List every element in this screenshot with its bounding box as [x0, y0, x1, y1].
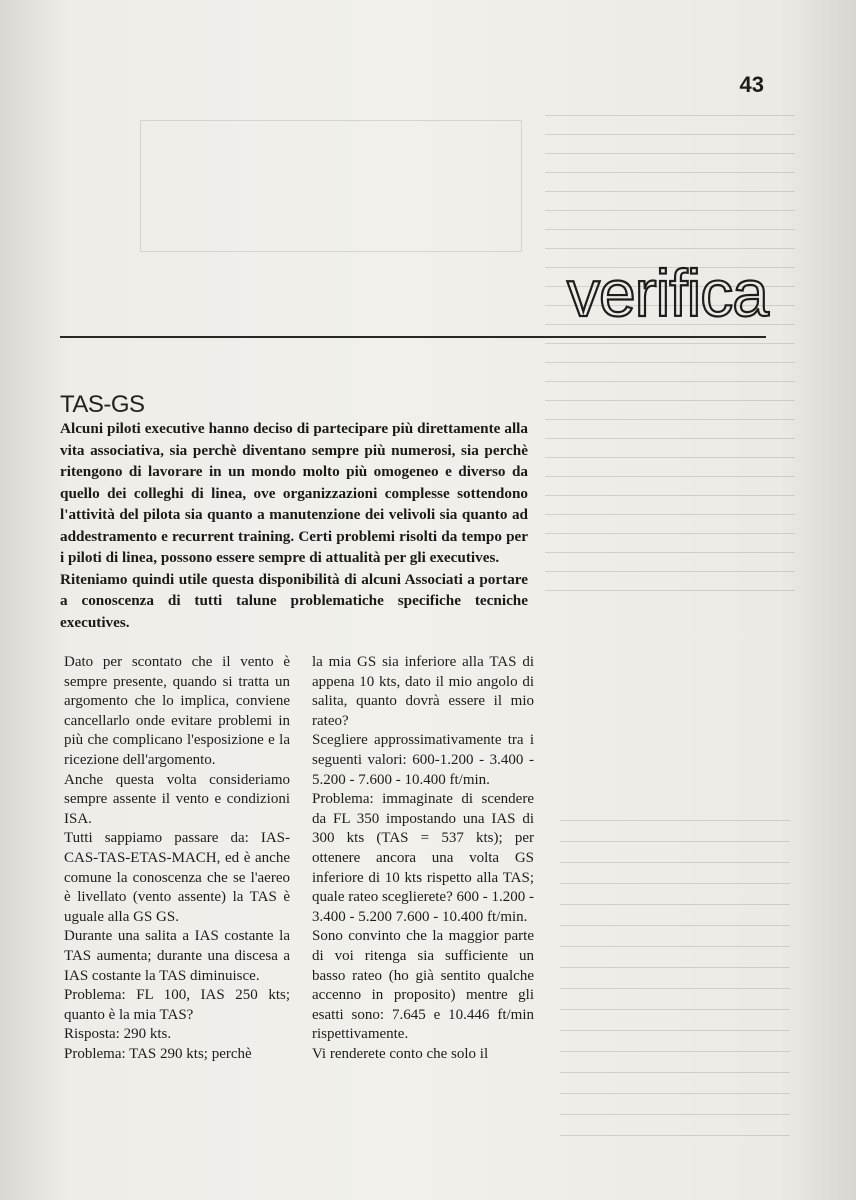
- article-title: TAS-GS: [60, 391, 145, 419]
- body-paragraph: Problema: immaginate di scendere da FL 350 impostando una IAS di 300 kts (TAS = 537 kts); per ottenere ancora una volta GS inferiore di 10 kts rispetto alla TAS; quale rateo sceglierete? 600 - 1.200 - 3.400 - 5.200 7.600 - 10.400 ft/min.: [312, 791, 534, 925]
- body-paragraph: Sono convinto che la maggior parte di voi ritenga sia sufficiente un basso rateo (ho già sentito qualche accenno in proposito) mentre gli esatti sono: 7.645 e 10.446 ft/min rispettivamente.: [312, 928, 534, 1043]
- intro-paragraph: Riteniamo quindi utile questa disponibilità di alcuni Associati a portare a conoscenza di tutti talune problematiche specifiche tecniche executives.: [60, 570, 528, 631]
- body-paragraph: Anche questa volta consideriamo sempre assente il vento e condizioni ISA.: [64, 771, 290, 827]
- body-paragraph: Tutti sappiamo passare da: IAS-CAS-TAS-ETAS-MACH, ed è anche comune la conoscenza che se l'aereo è livellato (vento assente) la TAS è uguale alla GS GS.: [64, 830, 290, 925]
- body-paragraph: Dato per scontato che il vento è sempre presente, quando si tratta un argomento che lo implica, conviene cancellarlo onde evitare problemi in più che complicano l'esposizione e la ricezione dell'argomento.: [64, 654, 290, 768]
- intro-paragraph: Alcuni piloti executive hanno deciso di partecipare più direttamente alla vita associativa, sia perchè diventano sempre più numerosi, sia perchè ritengono di lavorare in un mondo molto più omogeneo e diverso da quello dei colleghi di linea, ove organizzazioni complesse sottendono l'attività del pilota sia quanto a manutenzione dei velivoli sia quanto ad addestramento e recurrent training. Certi problemi risolti da tempo per i piloti di linea, possono essere sempre di attualità per gli executives.: [60, 420, 528, 566]
- body-column-left: [64, 653, 290, 1064]
- body-paragraph: Vi renderete conto che solo il: [312, 1045, 489, 1062]
- bleed-through-decoration: [140, 120, 522, 252]
- section-title: [512, 262, 774, 328]
- page-number: 43: [739, 72, 764, 97]
- body-column-right: [312, 653, 534, 1064]
- body-paragraph: Problema: TAS 290 kts; perchè: [64, 1045, 252, 1062]
- body-paragraph: la mia GS sia inferiore alla TAS di appena 10 kts, dato il mio angolo di salita, quanto dovrà essere il mio rateo?: [312, 654, 534, 729]
- bleed-through-decoration: [560, 820, 790, 1140]
- body-paragraph: Problema: FL 100, IAS 250 kts; quanto è la mia TAS?: [64, 987, 290, 1023]
- body-paragraph: Scegliere approssimativamente tra i seguenti valori: 600-1.200 - 3.400 - 5.200 - 7.600 - 10.400 ft/min.: [312, 732, 534, 788]
- body-paragraph: Risposta: 290 kts.: [64, 1026, 172, 1043]
- body-paragraph: Durante una salita a IAS costante la TAS aumenta; durante una discesa a IAS costante la TAS diminuisce.: [64, 928, 290, 984]
- article-intro: [60, 418, 528, 633]
- bleed-through-decoration: [545, 115, 795, 595]
- header-rule: [60, 336, 766, 338]
- section-title-text: verifica: [566, 262, 768, 328]
